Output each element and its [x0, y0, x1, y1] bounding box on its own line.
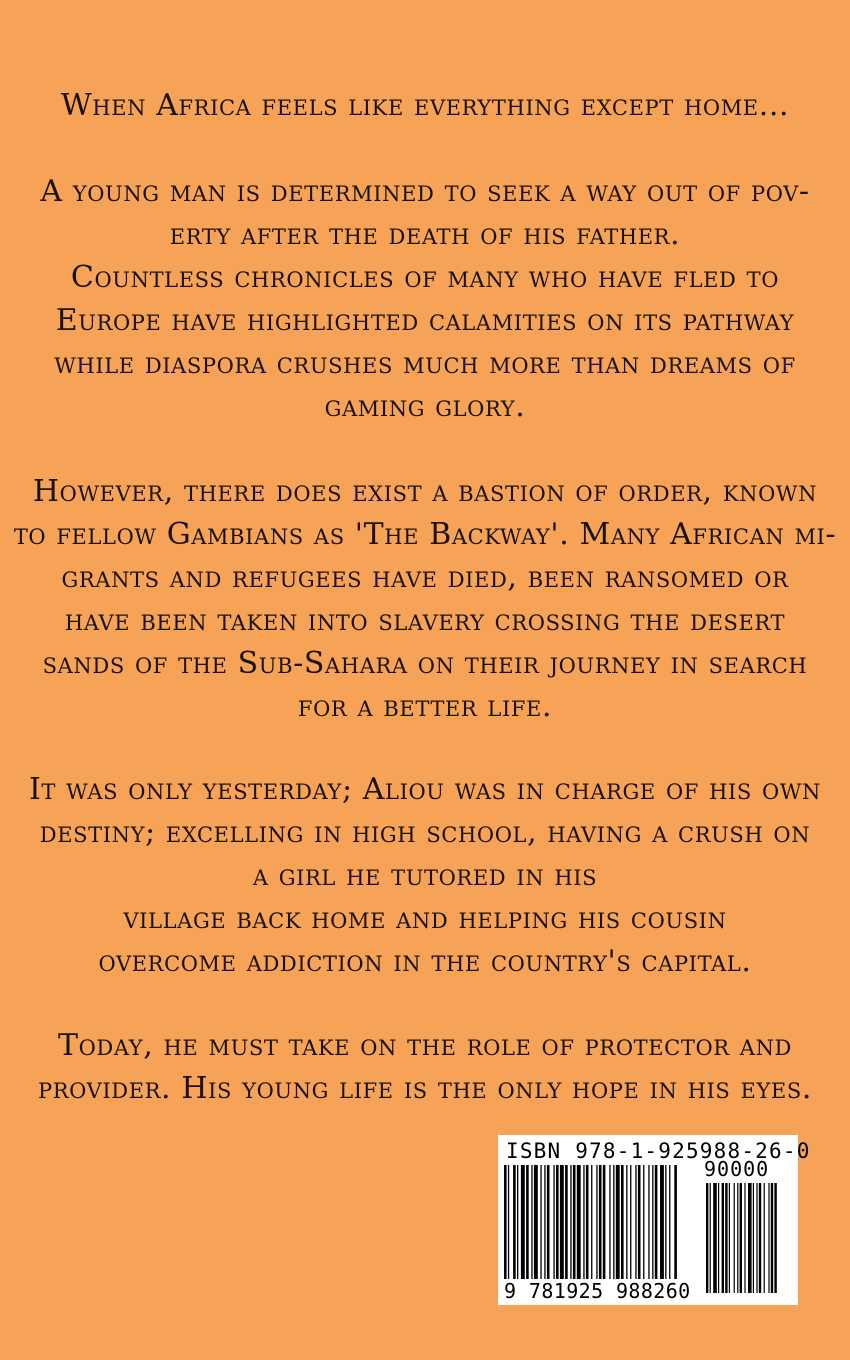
blurb-line: to fellow Gambians as 'The Backway'. Many African mi- [13, 517, 837, 552]
barcode-bar [534, 1165, 538, 1297]
barcode-bar [621, 1165, 624, 1297]
barcode-addon-bar [756, 1183, 757, 1293]
barcode-bar [643, 1165, 644, 1297]
barcode-bar [616, 1165, 620, 1297]
barcode-addon-bar [713, 1183, 717, 1293]
barcode-bar [570, 1165, 571, 1297]
barcode-bar [583, 1165, 584, 1297]
blurb-line: overcome addiction in the country's capital. [98, 944, 752, 979]
blurb-line: However, there does exist a bastion of order, known [32, 474, 818, 509]
barcode-addon-bar [706, 1183, 708, 1293]
barcode-bar [556, 1165, 559, 1297]
blurb-line: while diaspora crushes much more than dreams of [54, 346, 796, 381]
blurb-line: grants and refugees have died, been ransomed or [61, 560, 789, 595]
barcode-addon-bar [710, 1183, 711, 1293]
barcode-bar [648, 1165, 649, 1297]
barcode-addon-bar [737, 1183, 738, 1293]
barcode-addon-bar [748, 1183, 752, 1293]
barcode-bar [586, 1165, 589, 1297]
blurb-line: village back home and helping his cousin [123, 901, 727, 936]
barcode-addon-bar [744, 1183, 745, 1293]
barcode-bar [638, 1165, 641, 1297]
barcode-bar [508, 1165, 509, 1297]
barcode-bar [635, 1165, 636, 1297]
barcode-bar [573, 1165, 576, 1297]
barcode-bar [591, 1165, 592, 1297]
barcode-addon-bar [771, 1183, 773, 1293]
blurb-line: have been taken into slavery crossing the desert [64, 603, 786, 638]
barcode-bar [655, 1165, 658, 1297]
barcode-addon-bar [740, 1183, 742, 1293]
barcode-addon-bar [718, 1183, 719, 1293]
blurb-line: Today, he must take on the role of protector and [58, 1028, 792, 1063]
blurb-line: sands of the Sub-Sahara on their journey in search [42, 646, 808, 681]
blurb-line: A young man is determined to seek a way out of pov- [40, 174, 810, 209]
barcode-bar [613, 1165, 614, 1297]
barcode-addon-bar [734, 1183, 735, 1293]
blurb-line: Countless chronicles of many who have fled to [70, 260, 780, 295]
barcode-addon-bar [725, 1183, 727, 1293]
barcode-bar [603, 1165, 606, 1297]
ean-number: 9 781925 988260 [504, 1279, 691, 1303]
barcode-addon-bar [764, 1183, 765, 1293]
barcode-bar [547, 1165, 550, 1297]
barcode-bar [565, 1165, 568, 1297]
barcode-bar [665, 1165, 666, 1297]
blurb-line: gaming glory. [324, 389, 526, 424]
barcode-bar [544, 1165, 545, 1297]
barcode-addon-bar [722, 1183, 724, 1293]
isbn-label: ISBN 978-1-925988-26-0 [506, 1139, 811, 1163]
blurb-line: for a better life. [297, 689, 553, 724]
barcode-bar [599, 1165, 602, 1297]
blurb-line: Europe have highlighted calamities on its pathway [55, 303, 795, 338]
barcode-bar [553, 1165, 554, 1297]
barcode-bar [609, 1165, 610, 1297]
barcode-bar [596, 1165, 597, 1297]
barcode-bar [669, 1165, 670, 1297]
barcode-bar [674, 1165, 677, 1297]
barcode-addon-bar [768, 1183, 769, 1293]
barcode-addon-code: 90000 [704, 1157, 770, 1181]
blurb-line: It was only yesterday; Aliou was in charge of his own [28, 772, 822, 807]
barcode-bar [504, 1165, 507, 1297]
barcode-bar [526, 1165, 529, 1297]
isbn-barcode [498, 1135, 811, 1305]
barcode-addon-bar [753, 1183, 754, 1293]
blurb-line: When Africa feels like everything except home... [60, 88, 790, 123]
barcode-bar [660, 1165, 664, 1297]
barcode-bar [560, 1165, 564, 1297]
blurb-line: provider. His young life is the only hope in his eyes. [38, 1071, 812, 1106]
barcode-bar [521, 1165, 525, 1297]
blurb-line: erty after the death of his father. [169, 217, 681, 252]
barcode-bar [540, 1165, 541, 1297]
barcode-bar [630, 1165, 631, 1297]
barcode-bar [531, 1165, 532, 1297]
barcode-bar [577, 1165, 581, 1297]
barcode-bar [513, 1165, 516, 1297]
blurb-line: destiny; excelling in high school, having a crush on [39, 815, 811, 850]
barcode-addon-bar [759, 1183, 761, 1293]
barcode-bar [517, 1165, 518, 1297]
barcode-bar [652, 1165, 653, 1297]
barcode-addon-bar [729, 1183, 730, 1293]
barcode-bar [626, 1165, 627, 1297]
barcode-addon-bar [774, 1183, 776, 1293]
blurb-line: a girl he tutored in his [252, 858, 598, 893]
